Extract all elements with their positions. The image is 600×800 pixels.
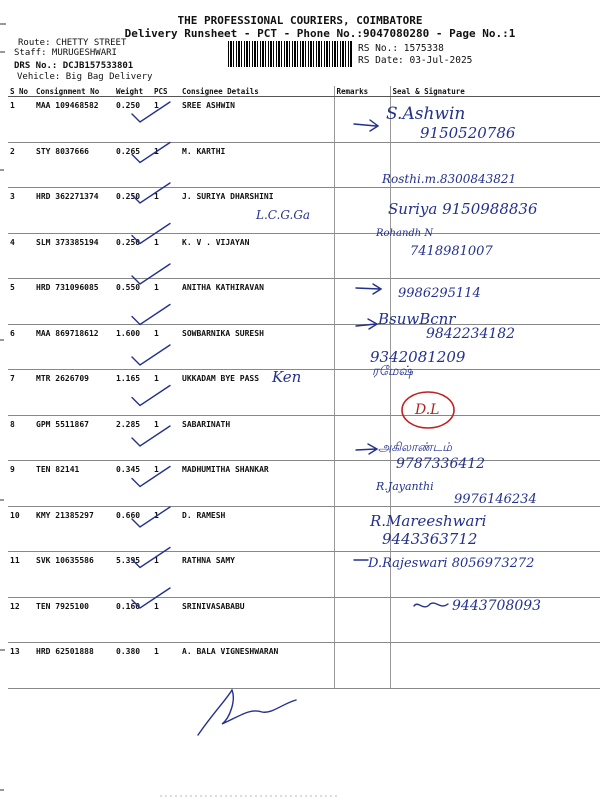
row-pcs: 1	[152, 461, 180, 507]
scan-edge-marks	[0, 24, 6, 790]
row-consignee: SABARINATH	[180, 415, 334, 461]
row-sno: 1	[8, 97, 34, 143]
row-consignment: STY 8037666	[34, 142, 114, 188]
row-pcs: 1	[152, 97, 180, 143]
col-remarks: Remarks	[334, 86, 390, 97]
col-pcs: PCS	[152, 86, 180, 97]
signature-4-phone: 7418981007	[410, 244, 493, 259]
row-consignment: MAA 109468582	[34, 97, 114, 143]
row-weight: 5.395	[114, 552, 152, 598]
col-consignee: Consignee Details	[180, 86, 334, 97]
row-sno: 2	[8, 142, 34, 188]
company-title: THE PROFESSIONAL COURIERS, COIMBATORE	[177, 14, 423, 27]
row-pcs: 1	[152, 188, 180, 234]
signature-13-phone: 9443708093	[452, 598, 542, 614]
tick-mark	[132, 183, 170, 203]
col-signature: Seal & Signature	[390, 86, 600, 97]
row-pcs: 1	[152, 279, 180, 325]
row-pcs: 1	[152, 324, 180, 370]
signature-6-name: BsuwBcnr	[378, 310, 456, 328]
row-consignee: D. RAMESH	[180, 506, 334, 552]
arrow-mark	[356, 284, 381, 294]
signature-4-name: Rohandh N	[376, 228, 434, 239]
arrow-mark	[356, 319, 377, 329]
row-consignment: TEN 7925100	[34, 597, 114, 643]
tick-mark	[132, 426, 170, 446]
signature-9-name: அகிலாண்டம்	[378, 440, 452, 454]
vehicle-label: Vehicle: Big Bag Delivery	[17, 72, 153, 82]
row-sno: 7	[8, 370, 34, 416]
tick-mark	[132, 345, 170, 365]
row-weight: 0.160	[114, 597, 152, 643]
row-weight: 2.285	[114, 415, 152, 461]
stamp-circle	[402, 392, 454, 428]
row-consignee: SRINIVASABABU	[180, 597, 334, 643]
signature-11-phone: 9443363712	[382, 530, 478, 548]
row-sno: 6	[8, 324, 34, 370]
row-pcs: 1	[152, 643, 180, 689]
staff-label: Staff: MURUGESHWARI	[14, 48, 117, 58]
row-consignee: SREE ASHWIN	[180, 97, 334, 143]
tick-mark	[132, 548, 170, 568]
row-pcs: 1	[152, 506, 180, 552]
row-weight: 0.380	[114, 643, 152, 689]
row-consignee: ANITHA KATHIRAVAN	[180, 279, 334, 325]
drs-number: DRS No.: DCJB157533801	[14, 61, 134, 71]
row-sno: 9	[8, 461, 34, 507]
tick-mark	[132, 507, 170, 527]
row-sno: 13	[8, 643, 34, 689]
row-consignment: SVK 10635586	[34, 552, 114, 598]
row-weight: 0.660	[114, 506, 152, 552]
tick-mark	[132, 588, 170, 608]
row-consignee: M. KARTHI	[180, 142, 334, 188]
tick-mark	[132, 467, 170, 487]
col-sno: S No	[8, 86, 34, 97]
signature-7-name: ரமேஷ்	[372, 364, 413, 379]
tick-marks	[132, 102, 170, 608]
route-label: Route: CHETTY STREET	[18, 38, 127, 48]
row-consignee: UKKADAM BYE PASS	[180, 370, 334, 416]
signature-3-note: Rosthi.m.8300843821	[382, 172, 517, 186]
signature-3-name: Suriya 9150988836	[388, 200, 538, 218]
row-pcs: 1	[152, 142, 180, 188]
row-pcs: 1	[152, 415, 180, 461]
tick-mark	[132, 143, 170, 163]
row-weight: 0.250	[114, 97, 152, 143]
signature-1-name: S.Ashwin	[386, 104, 466, 124]
arrow-mark	[354, 120, 378, 131]
row-sno: 5	[8, 279, 34, 325]
row-weight: 0.345	[114, 461, 152, 507]
row-consignment: HRD 62501888	[34, 643, 114, 689]
signature-10-phone: 9976146234	[454, 492, 537, 507]
row-pcs: 1	[152, 370, 180, 416]
row-consignment: HRD 362271374	[34, 188, 114, 234]
row-weight: 0.250	[114, 233, 152, 279]
row-consignee: MADHUMITHA SHANKAR	[180, 461, 334, 507]
runsheet-title: Delivery Runsheet - PCT - Phone No.:9047080280 - Page No.:1	[124, 27, 516, 40]
row-sno: 4	[8, 233, 34, 279]
row-sno: 10	[8, 506, 34, 552]
row-weight: 1.165	[114, 370, 152, 416]
signature-5-phone: 9986295114	[398, 286, 481, 301]
arrow-mark	[356, 444, 377, 454]
row-consignee: SOWBARNIKA SURESH	[180, 324, 334, 370]
row-weight: 0.250	[114, 188, 152, 234]
row-consignment: SLM 373385194	[34, 233, 114, 279]
signature-10-name: R.Jayanthi	[376, 480, 434, 493]
tick-mark	[132, 386, 170, 406]
row-pcs: 1	[152, 233, 180, 279]
staff-signature	[198, 690, 296, 735]
row-sno: 3	[8, 188, 34, 234]
row-consignment: HRD 731096085	[34, 279, 114, 325]
row-sno: 8	[8, 415, 34, 461]
row-pcs: 1	[152, 597, 180, 643]
row-consignment: KMY 21385297	[34, 506, 114, 552]
row-weight: 1.600	[114, 324, 152, 370]
row-consignment: TEN 82141	[34, 461, 114, 507]
tick-mark	[132, 102, 170, 122]
rs-number: RS No.: 1575338	[358, 43, 444, 54]
scribble-mark	[414, 603, 448, 607]
remark-3: L.C.G.Ga	[256, 208, 311, 222]
row-consignment: GPM 5511867	[34, 415, 114, 461]
remark-7: Ken	[272, 368, 302, 386]
row-sno: 12	[8, 597, 34, 643]
row-consignee: A. BALA VIGNESHWARAN	[180, 643, 334, 689]
signature-11-name: R.Mareeshwari	[370, 512, 487, 530]
signature-8-stamp: D.L	[415, 402, 440, 418]
ink-strokes	[132, 102, 448, 735]
tick-mark	[132, 224, 170, 244]
row-consignee: K. V . VIJAYAN	[180, 233, 334, 279]
tick-mark	[132, 305, 170, 325]
row-sno: 11	[8, 552, 34, 598]
signature-9-phone: 9787336412	[396, 456, 486, 472]
row-consignee: RATHNA SAMY	[180, 552, 334, 598]
row-consignee: J. SURIYA DHARSHINI	[180, 188, 334, 234]
row-consignment: MTR 2626709	[34, 370, 114, 416]
rs-date: RS Date: 03-Jul-2025	[358, 55, 473, 66]
signature-6-phone: 9842234182	[426, 326, 516, 342]
tick-mark	[132, 264, 170, 284]
row-consignment: MAA 869718612	[34, 324, 114, 370]
row-pcs: 1	[152, 552, 180, 598]
signature-1-phone: 9150520786	[420, 124, 516, 142]
signature-7-phone: 9342081209	[370, 348, 466, 366]
signature-12: D.Rajeswari 8056973272	[368, 556, 535, 571]
col-consignment: Consignment No	[34, 86, 114, 97]
row-weight: 0.265	[114, 142, 152, 188]
col-weight: Weight	[114, 86, 152, 97]
row-weight: 0.550	[114, 279, 152, 325]
